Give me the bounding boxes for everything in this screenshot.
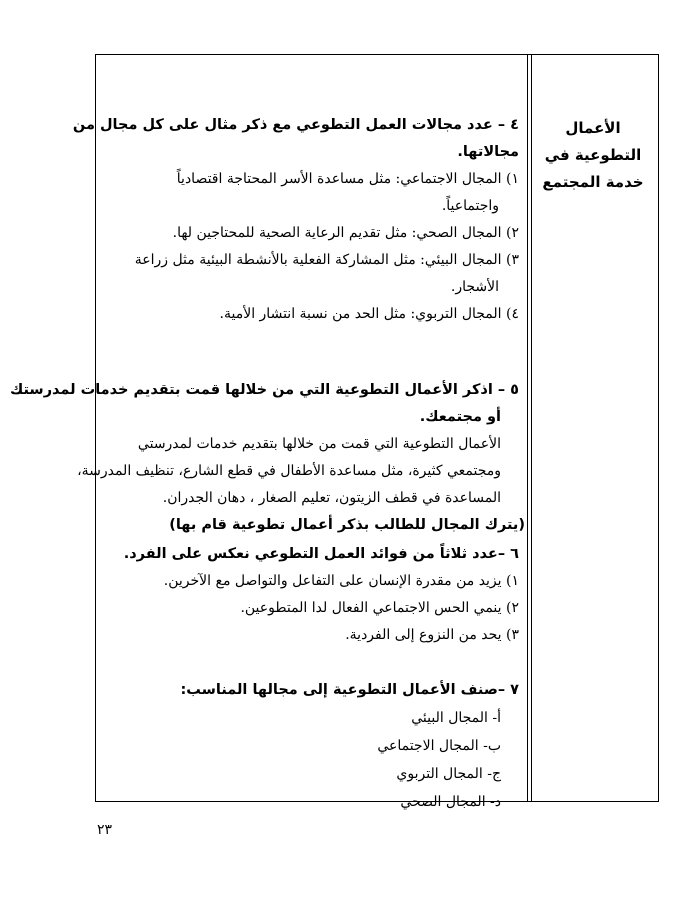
answer-line: ٢) ينمي الحس الاجتماعي الفعال لدا المتطوعين.	[240, 600, 519, 616]
option-line: د- المجال الصحي	[400, 794, 501, 810]
answers-column	[10, 55, 525, 810]
topic-column	[527, 55, 658, 801]
heading-line: أو مجتمعك.	[419, 409, 501, 425]
question-5	[10, 377, 525, 539]
answer-line: ٣) المجال البيئي: مثل المشاركة الفعلية بالأنشطة البيئية مثل زراعة	[134, 252, 519, 268]
question-6-answers	[99, 568, 519, 649]
option-line: أ- المجال البيئي	[411, 710, 501, 726]
heading-line: ٥ – اذكر الأعمال التطوعية التي من خلالها قمت بتقديم خدمات لمدرستك	[10, 382, 519, 398]
content-table	[10, 54, 659, 810]
question-6-heading	[99, 541, 519, 568]
heading-line: ٦ –عدد ثلاثاً من فوائد العمل التطوعي نعكس على الفرد.	[123, 546, 519, 562]
column-divider	[531, 55, 532, 801]
question-7	[99, 677, 519, 816]
answer-line: ومجتمعي كثيرة، مثل مساعدة الأطفال في قطع الشارع، تنظيف المدرسة،	[77, 463, 501, 479]
answer-line: ١) المجال الاجتماعي: مثل مساعدة الأسر المحتاجة اقتصادياً	[176, 171, 519, 187]
answer-line: ٣) يحد من النزوع إلى الفردية.	[345, 627, 519, 643]
answer-line: المساعدة في قطف الزيتون، تعليم الصغار ، دهان الجدران.	[162, 490, 501, 506]
question-6	[99, 541, 519, 649]
topic-title-line: التطوعية في	[544, 146, 642, 164]
note-line: (يترك المجال للطالب بذكر أعمال تطوعية قام بها)	[169, 517, 525, 533]
answer-line: ٤) المجال التربوي: مثل الحد من نسبة انتشار الأمية.	[219, 306, 519, 322]
topic-title	[534, 115, 652, 196]
answer-line: الأعمال التطوعية التي قمت من خلالها بتقديم خدمات لمدرستي	[137, 436, 501, 452]
question-5-note	[99, 512, 525, 539]
question-5-heading	[10, 377, 519, 431]
answer-line: ٢) المجال الصحي: مثل تقديم الرعاية الصحية للمحتاجين لها.	[172, 225, 519, 241]
option-line: ج- المجال التربوي	[396, 766, 501, 782]
heading-line: ٤ – عدد مجالات العمل التطوعي مع ذكر مثال على كل مجال من	[72, 117, 519, 133]
question-5-answer	[77, 431, 519, 512]
page-number: ٢٣	[97, 822, 113, 838]
option-line: ب- المجال الاجتماعي	[377, 738, 501, 754]
answer-line: الأشجار.	[450, 279, 499, 295]
question-4	[72, 112, 519, 328]
question-7-options	[99, 704, 519, 816]
answer-line: واجتماعياً.	[441, 198, 499, 214]
heading-line: ٧ –صنف الأعمال التطوعية إلى مجالها المناسب:	[180, 682, 519, 698]
topic-title-line: خدمة المجتمع	[542, 173, 644, 191]
answer-line: ١) يزيد من مقدرة الإنسان على التفاعل والتواصل مع الآخرين.	[163, 573, 519, 589]
topic-title-line: الأعمال	[565, 119, 621, 137]
heading-line: مجالاتها.	[457, 144, 519, 160]
question-4-answers	[99, 166, 519, 328]
question-7-heading	[99, 677, 519, 704]
question-4-heading	[72, 112, 519, 166]
